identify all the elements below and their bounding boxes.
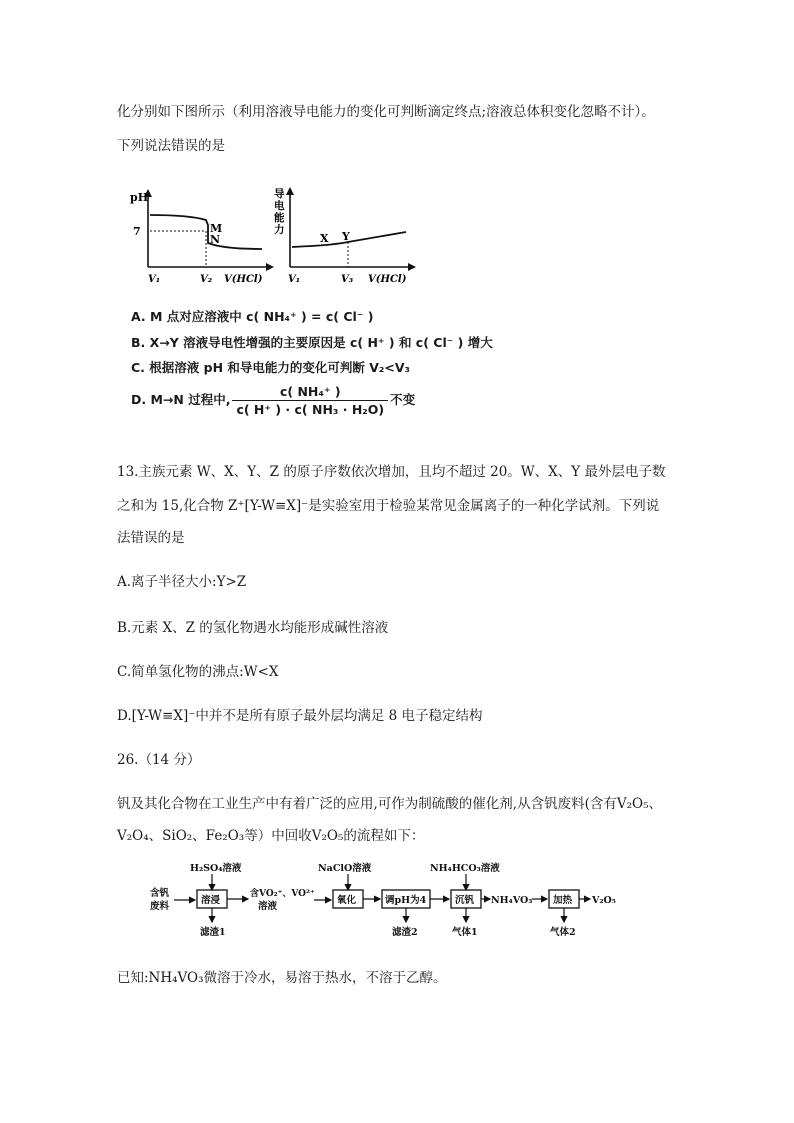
recovery-flowchart xyxy=(140,858,640,940)
q12-option-d xyxy=(131,384,415,417)
conductivity-axis-label-1: 导 xyxy=(274,188,285,200)
intro-line-2: 下列说法错误的是 xyxy=(117,138,225,154)
ph-tick-7: 7 xyxy=(133,225,141,238)
flow-reagent-2: NaClO溶液 xyxy=(318,863,372,874)
conductivity-axis-label-2: 电 xyxy=(274,200,285,212)
fraction-denominator: c( H⁺ ) · c( NH₃ · H₂O) xyxy=(236,402,385,417)
cond-v1-label: V₁ xyxy=(288,274,301,285)
flow-product: V₂O₅ xyxy=(592,895,616,906)
flow-reagent-3: NH₄HCO₃溶液 xyxy=(430,863,500,874)
q13-line-2: 之和为 15,化合物 Z⁺[Y-W≡X]⁻是实验室用于检验某常见金属离子的一种化学试剂。下列说 xyxy=(117,498,660,514)
titration-graphs xyxy=(128,185,428,295)
q13-option-b: B.元素 X、Z 的氢化物遇水均能形成碱性溶液 xyxy=(117,620,389,636)
q12-option-d-suffix: 不变 xyxy=(390,392,416,407)
flow-step-1: 溶浸 xyxy=(201,895,221,906)
flow-step-5: 加热 xyxy=(553,895,573,906)
flow-step-2: 氧化 xyxy=(337,895,357,906)
flow-waste-1: 滤渣1 xyxy=(200,927,226,938)
intro-line-1: 化分别如下图所示（利用溶液导电能力的变化可判断滴定终点;溶液总体积变化忽略不计）。 xyxy=(117,104,655,120)
q12-option-b: B. X→Y 溶液导电性增强的主要原因是 c( H⁺ ) 和 c( Cl⁻ ) 增大 xyxy=(131,335,493,350)
q26-note: 已知:NH₄VO₃微溶于冷水，易溶于热水，不溶于乙醇。 xyxy=(117,970,447,986)
ph-x-axis-label: V(HCl) xyxy=(224,274,263,285)
q12-option-c: C. 根据溶液 pH 和导电能力的变化可判断 V₂<V₃ xyxy=(131,360,411,375)
cond-x-axis-label: V(HCl) xyxy=(368,274,407,285)
flow-step-4: 沉钒 xyxy=(455,895,475,906)
point-n-label: N xyxy=(210,233,221,246)
q26-line-2: V₂O₄、SiO₂、Fe₂O₃等）中回收V₂O₅的流程如下： xyxy=(117,828,425,844)
conductivity-graph xyxy=(274,187,416,285)
q12-option-d-prefix: D. M→N 过程中, xyxy=(131,392,231,407)
flow-gas-2: 气体2 xyxy=(550,927,576,938)
q13-option-d: D.[Y-W≡X]⁻中并不是所有原子最外层均满足 8 电子稳定结构 xyxy=(117,708,483,724)
point-m-label: M xyxy=(210,222,223,235)
flow-input-1: 含钒 xyxy=(150,888,170,899)
flow-mid-3: NH₄VO₃ xyxy=(491,895,533,906)
point-x-label: X xyxy=(320,232,329,245)
ph-graph xyxy=(130,189,274,285)
q13-line-3: 法错误的是 xyxy=(117,530,185,546)
flow-mid-2: 溶液 xyxy=(258,901,278,912)
flow-step-3: 调pH为4 xyxy=(385,895,427,906)
fraction-numerator: c( NH₄⁺ ) xyxy=(232,384,388,401)
flow-mid-1: 含VO₂⁺、VO²⁺ xyxy=(250,889,315,899)
cond-v3-label: V₃ xyxy=(341,274,354,285)
q13-line-1: 13.主族元素 W、X、Y、Z 的原子序数依次增加，且均不超过 20。W、X、Y 最外层电子数 xyxy=(117,464,666,480)
ph-v2-label: V₂ xyxy=(200,274,213,285)
q12-option-d-fraction xyxy=(232,384,388,417)
point-y-label: Y xyxy=(342,230,350,243)
q26-line-1: 钒及其化合物在工业生产中有着广泛的应用,可作为制硫酸的催化剂,从含钒废料(含有V₂O₅、 xyxy=(117,796,662,812)
ph-v1-label: V₁ xyxy=(148,274,161,285)
flow-reagent-1: H₂SO₄溶液 xyxy=(190,863,242,874)
conductivity-axis-label-4: 力 xyxy=(274,224,285,236)
flow-input-2: 废料 xyxy=(150,901,170,912)
q13-option-c: C.简单氢化物的沸点:W<X xyxy=(117,664,279,680)
flow-gas-1: 气体1 xyxy=(452,927,478,938)
q12-option-a: A. M 点对应溶液中 c( NH₄⁺ ) = c( Cl⁻ ) xyxy=(131,309,374,324)
conductivity-axis-label-3: 能 xyxy=(274,212,285,224)
q26-header: 26.（14 分） xyxy=(117,752,201,768)
flow-waste-2: 滤渣2 xyxy=(392,927,418,938)
q13-option-a: A.离子半径大小:Y>Z xyxy=(117,574,247,590)
ph-axis-label: pH xyxy=(130,191,149,204)
